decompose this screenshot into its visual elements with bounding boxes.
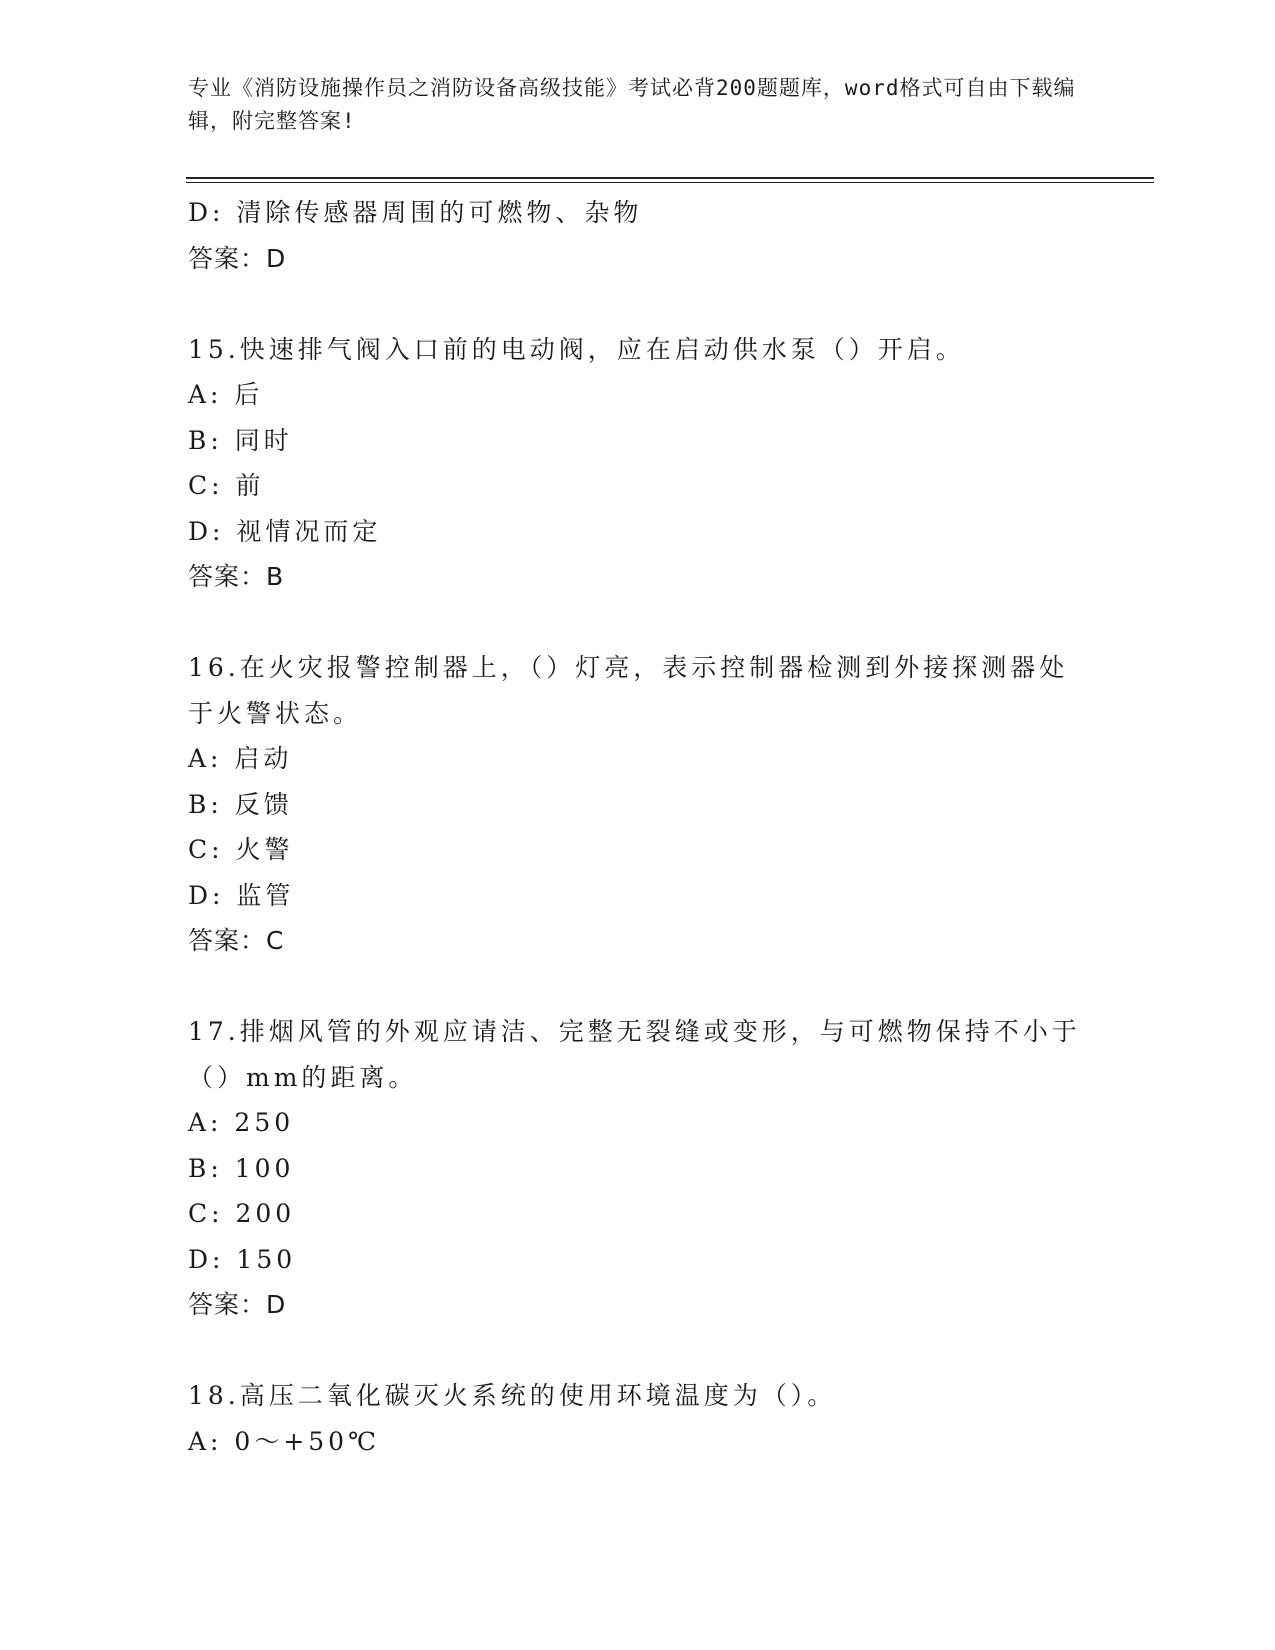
spacer — [188, 1328, 1088, 1374]
header-divider-thick — [186, 177, 1154, 179]
question-stem: 17.排烟风管的外观应请洁、完整无裂缝或变形，与可燃物保持不小于（）mm的距离。 — [188, 1017, 1081, 1092]
option-d: D: 监管 — [188, 880, 295, 910]
option-d: D: 清除传感器周围的可燃物、杂物 — [188, 198, 643, 227]
option-c: C: 火警 — [188, 835, 294, 864]
question-stem: 18.高压二氧化碳灭火系统的使用环境温度为（）。 — [188, 1381, 837, 1410]
answer-line: 答案：D — [188, 1290, 287, 1319]
answer-line: 答案：C — [188, 926, 285, 955]
spacer — [188, 600, 1088, 646]
answer-line: 答案：D — [188, 243, 287, 273]
option-b: B: 100 — [188, 1153, 295, 1183]
question-list — [188, 190, 1088, 1464]
spacer — [188, 281, 1088, 327]
option-a: A: 后 — [188, 380, 264, 409]
answer-line: 答案：B — [188, 562, 285, 591]
question-17 — [188, 1009, 1088, 1328]
spacer — [188, 964, 1088, 1010]
option-c: C: 前 — [188, 471, 265, 500]
question-16 — [188, 645, 1088, 964]
header-text: 专业《消防设施操作员之消防设备高级技能》考试必背200题题库，word格式可自由下载编辑，附完整答案! — [188, 76, 1076, 133]
option-b: B: 反馈 — [188, 789, 293, 819]
question-15 — [188, 327, 1088, 600]
option-b: B: 同时 — [188, 425, 293, 455]
option-c: C: 200 — [188, 1199, 296, 1228]
header-divider-thin — [186, 182, 1154, 183]
option-a: A: 启动 — [188, 744, 293, 773]
question-18 — [188, 1373, 1088, 1464]
document-header — [188, 72, 1078, 138]
question-stem: 15.快速排气阀入口前的电动阀，应在启动供水泵（）开启。 — [188, 334, 965, 364]
option-d: D: 视情况而定 — [188, 516, 382, 546]
option-d: D: 150 — [188, 1244, 297, 1274]
option-a: A: 0～+50℃ — [188, 1426, 381, 1456]
option-a: A: 250 — [188, 1108, 295, 1137]
previous-question-tail — [188, 190, 1088, 281]
question-stem: 16.在火灾报警控制器上，（）灯亮，表示控制器检测到外接探测器处于火警状态。 — [188, 653, 1069, 728]
